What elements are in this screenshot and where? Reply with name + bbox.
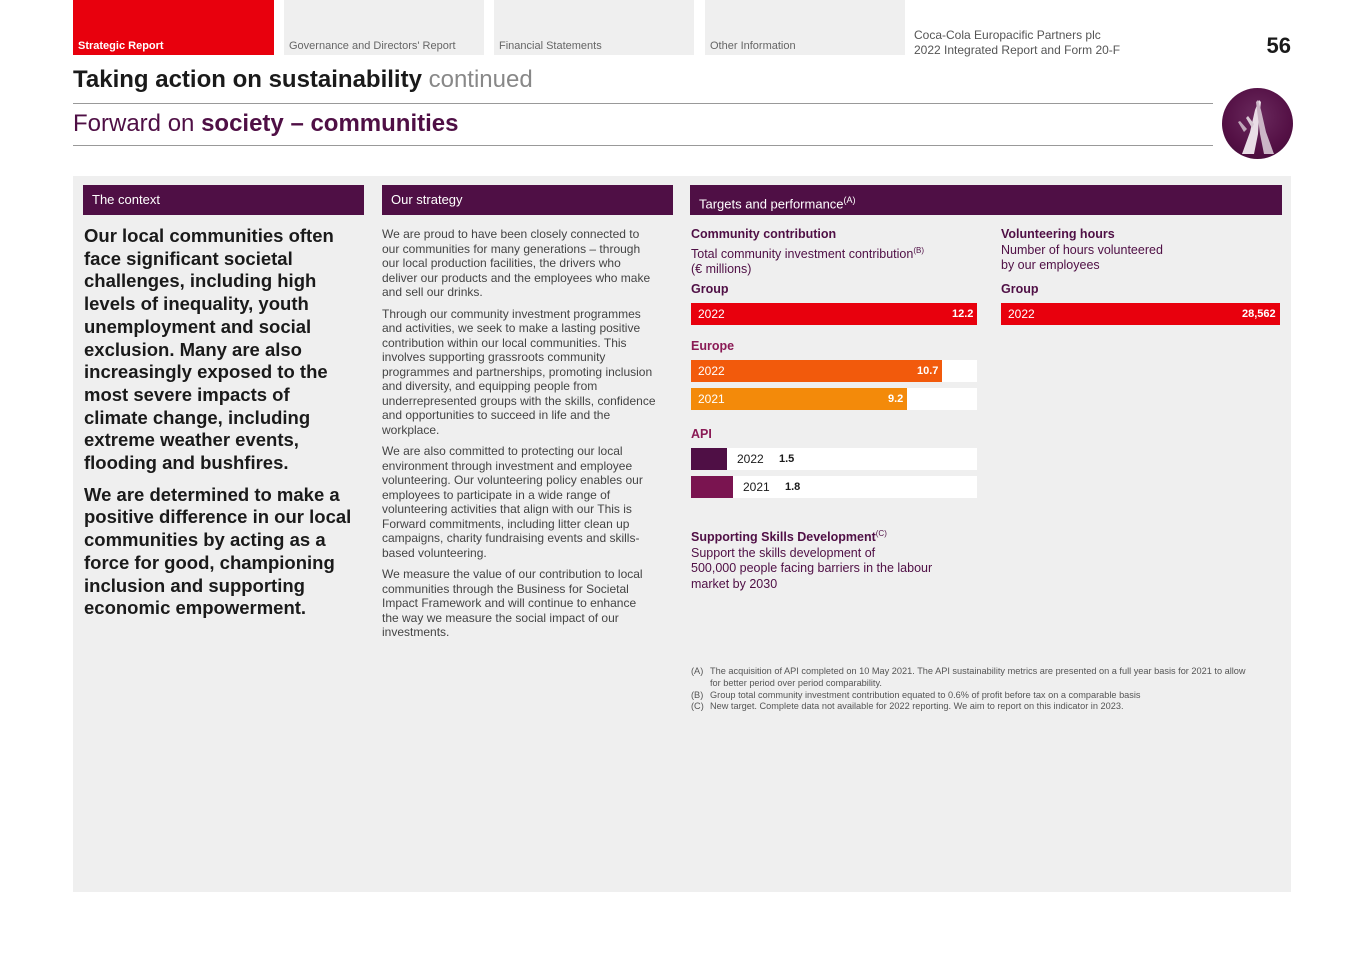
footnote-key: (A) bbox=[691, 666, 704, 676]
praying-hands-icon bbox=[1222, 88, 1293, 159]
bar-value-label: 9.2 bbox=[888, 393, 904, 405]
subtitle-bold: society – communities bbox=[201, 110, 459, 137]
footnote-ref: (B) bbox=[913, 245, 924, 255]
community-contribution-label bbox=[691, 227, 981, 278]
bar-year: 2022 bbox=[1008, 307, 1035, 321]
community-hands-icon bbox=[1222, 88, 1293, 159]
report-name: 2022 Integrated Report and Form 20-F bbox=[914, 43, 1121, 57]
metric-title: Volunteering hours bbox=[1001, 227, 1115, 241]
group-label: Group bbox=[691, 282, 729, 296]
metric-desc: Support the skills development of bbox=[691, 545, 876, 560]
section-navigation bbox=[73, 0, 1293, 58]
api-label: API bbox=[691, 427, 712, 441]
company-name: Coca-Cola Europacific Partners plc bbox=[914, 28, 1101, 42]
footnote-text: Group total community investment contribution equated to 0.6% of profit before tax on a comparable basis bbox=[710, 689, 1141, 700]
europe-label: Europe bbox=[691, 339, 735, 353]
strategy-heading: Our strategy bbox=[382, 185, 673, 215]
footnote bbox=[691, 666, 1251, 690]
bar-value-label: 1.5 bbox=[779, 453, 795, 465]
context-text bbox=[84, 225, 356, 629]
bar-value-label: 10.7 bbox=[917, 365, 939, 377]
bar-api-2022 bbox=[691, 448, 727, 470]
volunteering-label bbox=[1001, 227, 1281, 274]
bar-year: 2021 bbox=[698, 392, 725, 406]
bar-year: 2021 bbox=[743, 480, 770, 494]
bar-api-2021 bbox=[691, 476, 733, 498]
context-paragraph: We are determined to make a positive difference in our local communities by acting as a force for good, championing inclusion and supporting economic empowerment. bbox=[84, 483, 352, 619]
bar-track bbox=[691, 448, 977, 470]
bar-track bbox=[691, 388, 977, 410]
bar-track bbox=[691, 476, 977, 498]
bar-track bbox=[691, 303, 977, 325]
strategy-paragraph: We are proud to have been closely connected to our communities for many generations – through our local production facilities, the drivers who deliver our products and the employees who make and sell our drinks. bbox=[382, 227, 651, 299]
strategy-text bbox=[382, 227, 656, 647]
metric-desc: market by 2030 bbox=[691, 576, 778, 591]
bar-track bbox=[1001, 303, 1280, 325]
footnote-text: The acquisition of API completed on 10 May 2021. The API sustainability metrics are presented on a full year basis for 2021 to allow for better period over period comparability. bbox=[710, 666, 1246, 688]
tab-label: Other Information bbox=[710, 40, 796, 52]
metric-title: Supporting Skills Development bbox=[691, 530, 876, 545]
footnotes bbox=[691, 666, 1251, 713]
footnote-text: New target. Complete data not available for 2022 reporting. We aim to report on this indicator in 2023. bbox=[710, 701, 1124, 712]
subtitle-prefix: Forward on bbox=[73, 110, 195, 137]
context-paragraph: Our local communities often face significant societal challenges, including high levels of inequality, youth unemployment and social exclusion. Many are also increasingly exposed to the most severe impacts of climate change, including extreme weather events, flooding and bushfires. bbox=[84, 225, 334, 474]
document-info bbox=[914, 28, 1120, 58]
bar-value-label: 1.8 bbox=[785, 481, 801, 493]
metric-desc: Number of hours volunteered bbox=[1001, 242, 1163, 257]
bar-value-label: 28,562 bbox=[1242, 308, 1276, 320]
footnote-ref: (C) bbox=[875, 529, 887, 538]
bar-europe-2022 bbox=[691, 360, 942, 382]
divider bbox=[73, 103, 1213, 104]
bar-volunteering-2022 bbox=[1001, 303, 1280, 325]
content-panel bbox=[73, 176, 1291, 892]
metric-desc: Total community investment contribution bbox=[691, 246, 914, 261]
footnote bbox=[691, 701, 1251, 713]
footnote bbox=[691, 690, 1251, 702]
bar-value-label: 12.2 bbox=[952, 308, 974, 320]
tab-other-information[interactable] bbox=[705, 0, 905, 55]
bar-year: 2022 bbox=[737, 452, 764, 466]
divider bbox=[73, 145, 1213, 146]
tab-strategic-report[interactable] bbox=[73, 0, 274, 55]
tab-governance[interactable] bbox=[284, 0, 484, 55]
metric-desc: by our employees bbox=[1001, 258, 1100, 272]
bar-track bbox=[691, 360, 977, 382]
group-label: Group bbox=[1001, 282, 1039, 296]
strategy-paragraph: Through our community investment programmes and activities, we seek to make a lasting positive contribution within our local communities. This involves supporting grassroots community programmes and partnerships, promoting inclusion and diversity, and equipping people from underrepresented groups with the skills, confidence and opportunities to succeed in life and the workplace. bbox=[382, 306, 656, 437]
targets-heading bbox=[690, 185, 1282, 215]
context-heading: The context bbox=[83, 185, 364, 215]
strategy-paragraph: We measure the value of our contribution to local communities through the Business for Societal Impact Framework and will continue to enhance the way we measure the social impact of our investments. bbox=[382, 567, 643, 639]
skills-development-label bbox=[691, 526, 991, 592]
footnote-ref: (A) bbox=[843, 195, 856, 205]
bar-year: 2022 bbox=[698, 307, 725, 321]
metric-desc: 500,000 people facing barriers in the labour bbox=[691, 561, 933, 576]
tab-label: Governance and Directors' Report bbox=[289, 40, 456, 52]
page-title bbox=[73, 66, 533, 94]
bar-group-2022 bbox=[691, 303, 977, 325]
title-suffix: continued bbox=[428, 66, 533, 93]
tab-financial-statements[interactable] bbox=[494, 0, 694, 55]
page-subtitle bbox=[73, 110, 459, 138]
metric-title: Community contribution bbox=[691, 227, 837, 241]
tab-label: Strategic Report bbox=[78, 40, 164, 52]
tab-label: Financial Statements bbox=[499, 40, 602, 52]
metric-desc: (€ millions) bbox=[691, 262, 752, 277]
footnote-key: (C) bbox=[691, 701, 704, 712]
title-main: Taking action on sustainability bbox=[73, 66, 422, 93]
page-number: 56 bbox=[1266, 33, 1291, 58]
targets-heading-label: Targets and performance bbox=[699, 196, 844, 212]
strategy-paragraph: We are also committed to protecting our local environment through investment and employee volunteering. Our volunteering policy enables our employees to participate in a wide range of volunteering activities that align with our This is Forward commitments, including litter clean up campaigns, charity fundraising events and skills-based volunteering. bbox=[382, 444, 643, 560]
bar-year: 2022 bbox=[698, 364, 725, 378]
footnote-key: (B) bbox=[691, 689, 704, 700]
